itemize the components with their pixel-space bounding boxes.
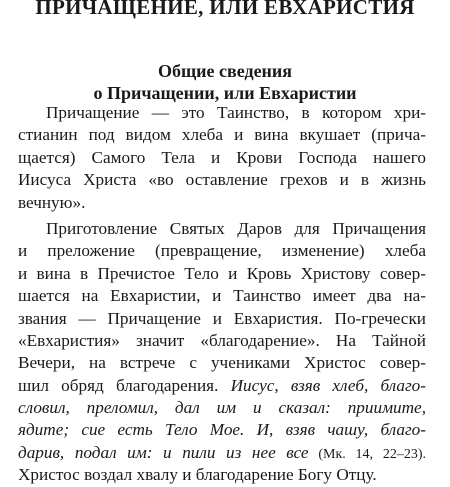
section-heading <box>0 60 450 104</box>
text-line: Иисуса Христа «во оставление грехов и в жизнь <box>18 170 426 190</box>
text-line: щается) Самого Тела и Крови Господа нашего <box>18 147 426 167</box>
body-text <box>18 102 426 487</box>
scripture-quote: Иисус, взяв хлеб, благо- <box>218 375 426 395</box>
paragraph-2 <box>18 218 426 487</box>
text-line: Христос воздал хвалу и благодарение Богу Отцу. <box>18 465 377 485</box>
text-line: «Евхаристия» значит «благодарение». На Тайной <box>18 330 426 350</box>
text-line: шается на Евхаристии, и Таинство имеет два на- <box>18 286 426 306</box>
section-heading-line-1: Общие сведения <box>157 61 293 81</box>
text-line: звания — Причащение и Евхаристия. По-гречески <box>18 308 426 328</box>
scripture-quote-line: словил, преломил, дал им и сказал: приимите, <box>18 398 426 418</box>
text-line: Вечери, на встрече с учениками Христос совер- <box>18 353 426 373</box>
text-line: Приготовление Святых Даров для Причащения <box>46 218 426 238</box>
text-line: и вина в Пречистое Тело и Кровь Христову совер- <box>18 263 426 283</box>
section-heading-line-2: о Причащении, или Евхаристии <box>93 83 357 103</box>
scripture-reference: (Мк. 14, 22–23). <box>308 446 426 462</box>
text-line: вечную». <box>18 192 86 212</box>
paragraph-1 <box>18 102 426 214</box>
scripture-quote: дарив, подал им: и пили из нее все <box>18 442 309 462</box>
scripture-quote-line: ядите; сие есть Тело Мое. И, взяв чашу, благо- <box>18 420 426 440</box>
text-line <box>18 375 426 397</box>
text-line <box>18 442 426 464</box>
chapter-title: ПРИЧАЩЕНИЕ, ИЛИ ЕВХАРИСТИЯ <box>35 0 415 19</box>
text-line: стианин под видом хлеба и вина вкушает (прича- <box>18 125 426 145</box>
text-line: и преложение (превращение, изменение) хлеба <box>18 241 426 261</box>
text-segment: шил обряд благодарения. <box>18 375 219 395</box>
text-line: Причащение — это Таинство, в котором хри- <box>46 103 426 122</box>
